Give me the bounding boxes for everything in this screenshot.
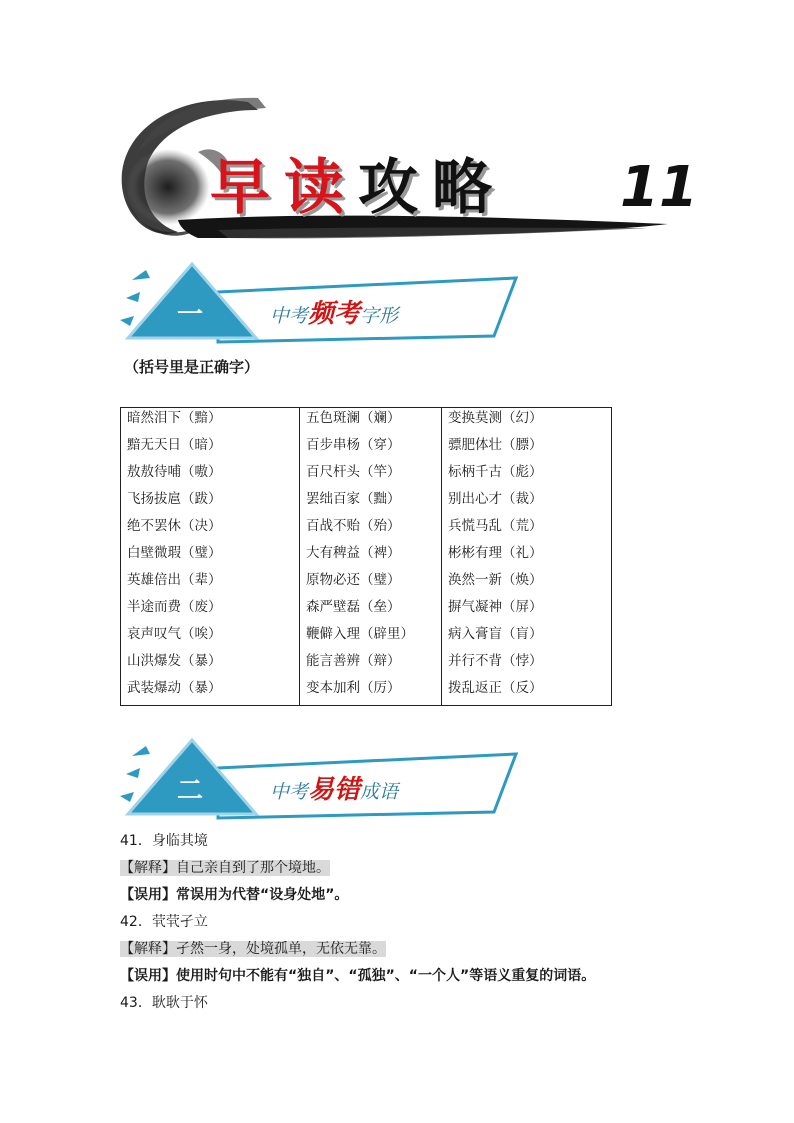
table-cell: 能言善辨（辩） xyxy=(300,651,442,678)
misuse-content: 使用时句中不能有“独自”、“孤独”、“一个人”等语义重复的词语。 xyxy=(176,968,596,984)
section-label-suffix: 字形 xyxy=(360,305,399,327)
table-cell: 百尺杆头（竿） xyxy=(300,462,442,489)
table-cell: 摒气凝神（屏） xyxy=(442,597,612,624)
table-cell: 绝不罢休（决） xyxy=(121,516,300,543)
banner-title xyxy=(210,148,506,228)
banner-title-rest: 攻略 xyxy=(358,153,506,223)
explain-content: 孑然一身，处境孤单，无依无靠。 xyxy=(176,941,386,957)
section-header-2 xyxy=(118,734,518,830)
table-cell: 山洪爆发（暴） xyxy=(121,651,300,678)
table-cell: 兵慌马乱（荒） xyxy=(442,516,612,543)
table-cell: 并行不背（悖） xyxy=(442,651,612,678)
character-table xyxy=(120,407,612,706)
idiom-entry xyxy=(120,828,680,909)
explain-text xyxy=(120,860,330,876)
title-banner xyxy=(108,92,698,252)
explain-tag: 【解释】 xyxy=(120,860,176,876)
table-row xyxy=(121,570,612,597)
banner-title-char-1: 早 xyxy=(210,153,284,223)
table-cell: 暗然泪下（黯） xyxy=(121,408,300,436)
table-cell: 罢绌百家（黜） xyxy=(300,489,442,516)
table-cell: 原物必还（璧） xyxy=(300,570,442,597)
section-header-1 xyxy=(118,258,518,354)
section-label-prefix: 中考 xyxy=(270,781,309,803)
table-cell: 五色斑澜（斓） xyxy=(300,408,442,436)
table-row xyxy=(121,624,612,651)
table-cell: 标柄千古（彪） xyxy=(442,462,612,489)
table-row xyxy=(121,543,612,570)
misuse-line xyxy=(120,963,680,990)
table-cell: 百战不贻（殆） xyxy=(300,516,442,543)
section-label-highlight: 易错 xyxy=(308,775,361,805)
idiom-title: 43．耿耿于怀 xyxy=(120,995,208,1011)
table-row xyxy=(121,651,612,678)
banner-number: 11 xyxy=(620,155,698,220)
table-cell: 骠肥体壮（膘） xyxy=(442,435,612,462)
table-cell: 森严壁磊（垒） xyxy=(300,597,442,624)
idiom-title: 41．身临其境 xyxy=(120,833,208,849)
table-row xyxy=(121,462,612,489)
explain-text xyxy=(120,941,386,957)
misuse-tag: 【误用】 xyxy=(120,887,176,903)
table-cell: 武装爆动（暴） xyxy=(121,678,300,706)
table-cell: 百步串杨（穿） xyxy=(300,435,442,462)
section-label-highlight: 频考 xyxy=(308,299,361,329)
section-label xyxy=(270,296,398,334)
section-number: 二 xyxy=(176,776,203,806)
explain-line xyxy=(120,936,680,963)
table-row xyxy=(121,435,612,462)
misuse-tag: 【误用】 xyxy=(120,968,176,984)
explain-line xyxy=(120,855,680,882)
table-cell: 变本加利（厉） xyxy=(300,678,442,706)
table-cell: 敖敖待哺（嗷） xyxy=(121,462,300,489)
table-cell: 大有稗益（裨） xyxy=(300,543,442,570)
table-cell: 病入膏盲（肓） xyxy=(442,624,612,651)
table-cell: 彬彬有理（礼） xyxy=(442,543,612,570)
table-cell: 涣然一新（焕） xyxy=(442,570,612,597)
banner-title-char-2: 读 xyxy=(284,153,358,223)
idiom-entries xyxy=(120,828,680,1017)
table-cell: 变换莫测（幻） xyxy=(442,408,612,436)
table-row xyxy=(121,678,612,706)
table-cell: 飞扬拔扈（跋） xyxy=(121,489,300,516)
table-cell: 黯无天日（暗） xyxy=(121,435,300,462)
section-label-prefix: 中考 xyxy=(270,305,309,327)
section-number: 一 xyxy=(176,300,203,330)
idiom-entry xyxy=(120,909,680,990)
table-cell: 英雄倍出（辈） xyxy=(121,570,300,597)
table-cell: 拨乱返正（反） xyxy=(442,678,612,706)
idiom-title: 42．茕茕孑立 xyxy=(120,914,208,930)
idiom-entry xyxy=(120,990,680,1017)
misuse-line xyxy=(120,882,680,909)
explain-content: 自己亲自到了那个境地。 xyxy=(176,860,330,876)
table-cell: 别出心才（裁） xyxy=(442,489,612,516)
table-row xyxy=(121,489,612,516)
section-label-suffix: 成语 xyxy=(360,781,399,803)
table-row xyxy=(121,516,612,543)
table-cell: 白壁微瑕（璧） xyxy=(121,543,300,570)
explain-tag: 【解释】 xyxy=(120,941,176,957)
table-note: （括号里是正确字） xyxy=(124,358,260,376)
table-cell: 鞭僻入理（辟里） xyxy=(300,624,442,651)
table-row xyxy=(121,408,612,436)
table-cell: 半途而费（废） xyxy=(121,597,300,624)
section-label xyxy=(270,772,398,810)
table-row xyxy=(121,597,612,624)
misuse-content: 常误用为代替“设身处地”。 xyxy=(176,887,349,903)
table-cell: 哀声叹气（唉） xyxy=(121,624,300,651)
